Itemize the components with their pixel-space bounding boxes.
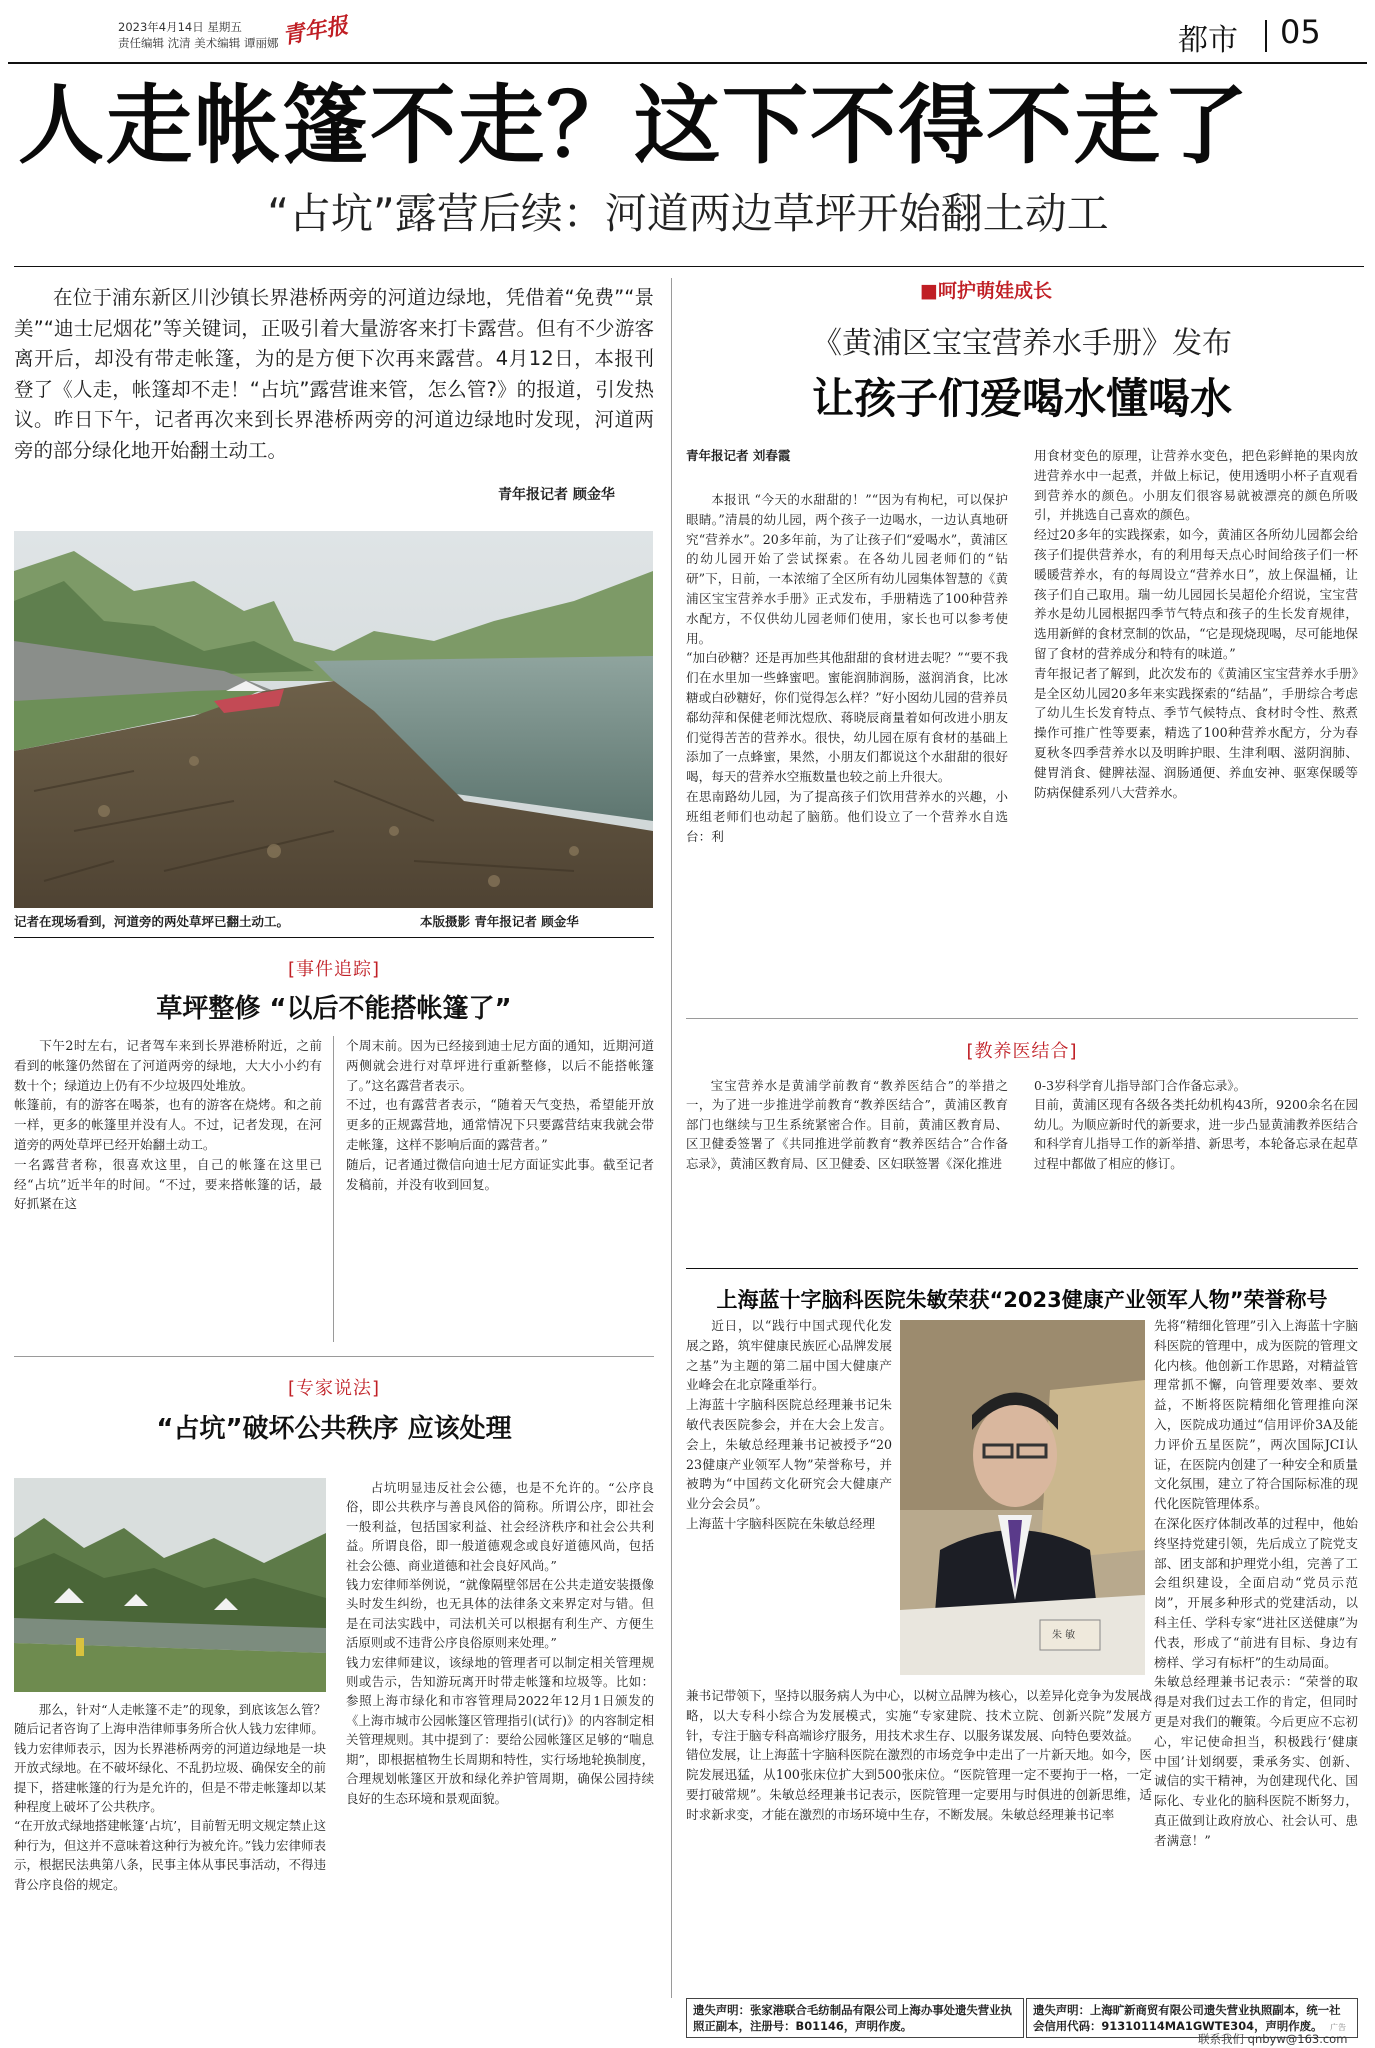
- lead-byline: 青年报记者 顾金华: [498, 487, 615, 503]
- kids-col-2: 用食材变色的原理，让营养水变色，把色彩鲜艳的果肉放进营养水中一起煮，并做上标记，使用透明小杯子直观看到营养水的颜色。小朋友们很容易就被漂亮的颜色所吸引，并挑选自己喜欢的颜色。 经过20多年的实践探索，如今，黄浦区各所幼儿园都会给孩子们提供营养水，有的利用每天点心时间给孩子们一杯暖暖营养水，有的每周设立“营养水日”，放上保温桶，让孩子们自己取用。瑞一幼儿园园长吴超伦介绍说，宝宝营养水是幼儿园根据四季节气特点和孩子的生长发育规律，选用新鲜的食材烹制的饮品，“它是现烧现喝，尽可能地保留了食材的营养成分和特有的味道。” 青年报记者了解到，此次发布的《黄浦区宝宝营养水手册》是全区幼儿园20多年来实践探索的“结晶”，手册综合考虑了幼儿生长发育特点、季节气候特点、食材时令性、熬煮操作可推广性等要素，精选了100种营养水配方，分为春夏秋冬四季营养水以及明眸护眼、生津利咽、滋阴润肺、健胃消食、健脾祛湿、润肠通便、养血安神、驱寒保暖等防病保健系列八大营养水。: [1034, 448, 1358, 800]
- kids-kicker: 《黄浦区宝宝营养水手册》发布: [812, 326, 1232, 361]
- edu-col-1: 宝宝营养水是黄浦学前教育“教养医结合”的举措之一，为了进一步推进学前教育“教养医结合”，黄浦区教育部门也继续与卫生系统紧密合作。目前，黄浦区教育局、区卫健委签署了《共同推进学前教育“教养医结合”合作备忘录》，黄浦区教育局、区卫健委、区妇联签署《深化推进: [686, 1078, 1008, 1171]
- event-col-1: 下午2时左右，记者驾车来到长界港桥附近，之前看到的帐篷仍然留在了河道两旁的绿地，大大小小约有数十个；绿道边上仍有不少垃圾四处堆放。 帐篷前，有的游客在喝茶，也有的游客在烧烤。和之前一样，更多的帐篷里并没有人。不过，记者发现，在河道旁的两处草坪已经开始翻土动工。 一名露营者称，很喜欢这里，自己的帐篷在这里已经“占坑”近半年的时间。“不过，要来搭帐篷的话，最好抓紧在这: [14, 1038, 322, 1212]
- award-col-2: 先将“精细化管理”引入上海蓝十字脑科医院的管理中，成为医院的管理文化内核。他创新工作思路，对精益管理常抓不懈，向管理要效率、要效益，不断将医院精细化管理推向深入，医院成功通过“信用评价3A及能力评价五星医院”，两次国际JCI认证，在医院内创建了一种安全和质量文化氛围，建立了符合国际标准的现代化医院管理体系。 在深化医疗体制改革的过程中，他始终坚持党建引领，先后成立了院党支部、团支部和护理党小组，完善了工会组织建设，全面启动“党员示范岗”，开展多种形式的党建活动，以科主任、学科专家“进社区送健康”为代表，形成了“前进有目标、身边有榜样、学习有标杆”的生动局面。 朱敏总经理兼书记表示：“荣誉的取得是对我们过去工作的肯定，但同时更是对我们的鞭策。今后更应不忘初心，牢记使命担当，积极践行‘健康中国’计划纲要，秉承务实、创新、诚信的实干精神，为创建现代化、国际化、专业化的脑科医院不断努力，真正做到让政府放心、社会认可、患者满意！”: [1154, 1318, 1358, 1848]
- lead-photo-credit: 本版摄影 青年报记者 顾金华: [420, 914, 579, 929]
- header-rule: [8, 62, 1367, 64]
- header-divider: [1265, 20, 1267, 52]
- event-tracking-title: 草坪整修 “以后不能搭帐篷了”: [156, 994, 512, 1024]
- header-date: 2023年4月14日 星期五: [118, 20, 242, 34]
- main-subhead: “占坑”露营后续：河道两边草坪开始翻土动工: [267, 189, 1109, 238]
- award-title: 上海蓝十字脑科医院朱敏荣获“2023健康产业领军人物”荣誉称号: [716, 1288, 1328, 1312]
- lead-intro: 在位于浦东新区川沙镇长界港桥两旁的河道边绿地，凭借着“免费”“景美”“迪士尼烟花”等关键词，正吸引着大量游客来打卡露营。但有不少游客离开后，却没有带走帐篷，为的是方便下次再来露营。4月12日，本报刊登了《人走，帐篷却不走！“占坑”露营谁来管，怎么管?》的报道，引发热议。昨日下午，记者再次来到长界港桥两旁的河道边绿地时发现，河道两旁的部分绿化地开始翻土动工。: [14, 286, 654, 462]
- footer-contact: 联系我们 qnbyw@163.com: [1198, 2032, 1348, 2046]
- notice-right: 遗失声明：上海旷新商贸有限公司遗失营业执照副本，统一社会信用代码：91310114MA1GWTE304，声明作废。: [1026, 1998, 1358, 2038]
- photo-nameplate: 朱 敏: [1052, 1630, 1076, 1641]
- header-editors: 责任编辑 沈清 美术编辑 谭丽娜: [118, 36, 279, 50]
- section-name: 都市: [1178, 23, 1238, 58]
- expert-right-col: 占坑明显违反社会公德，也是不允许的。“公序良俗，即公共秩序与善良风俗的简称。所谓公序，即社会一般利益，包括国家利益、社会经济秩序和社会公共利益。所谓良俗，即一般道德观念或良好道德风尚，包括社会公德、商业道德和社会良好风尚。” 钱力宏律师举例说，“就像隔壁邻居在公共走道安装摄像头时发生纠纷，也无具体的法律条文来界定对与错。但是在司法实践中，司法机关可以根据有利生产、方便生活原则或不违背公序良俗原则来处理。” 钱力宏律师建议，该绿地的管理者可以制定相关管理规则或告示，告知游玩离开时带走帐篷和垃圾等。比如：参照上海市绿化和市容管理局2022年12月1日颁发的《上海市城市公园帐篷区管理指引(试行)》的内容制定相关管理规则。其中提到了：要给公园帐篷区足够的“喘息期”，即根据植物生长周期和特性，实行场地轮换制度，合理规划帐篷区开放和绿化养护管周期，确保公园持续良好的生态环境和景观面貌。: [346, 1480, 654, 1806]
- photo-rule: [14, 937, 654, 938]
- event-col-2: 个周末前。因为已经接到迪士尼方面的通知，近期河道两侧就会进行对草坪进行重新整修，以后不能搭帐篷了。”这名露营者表示。 不过，也有露营者表示，“随着天气变热，希望能开放更多的正规露营地，通常情况下只要露营结束我就会带走帐篷，这样不影响后面的露营者。” 随后，记者通过微信向迪士尼方面证实此事。截至记者发稿前，并没有收到回复。: [346, 1038, 654, 1192]
- event-col-divider: [333, 1036, 334, 1342]
- edu-col-2: 0-3岁科学育儿指导部门合作备忘录》。 目前，黄浦区现有各级各类托幼机构43所，9200余名在园幼儿。为顺应新时代的新要求，进一步凸显黄浦教养医结合和科学育儿指导工作的新举措、新思考，本轮备忘录在起草过程中都做了相应的修订。: [1034, 1078, 1358, 1171]
- edu-tag: [教养医结合]: [966, 1041, 1078, 1062]
- kids-col-1: 本报讯 “今天的水甜甜的！”“因为有枸杞，可以保护眼睛。”清晨的幼儿园，两个孩子一边喝水，一边认真地研究“营养水”。20多年前，为了让孩子们“爱喝水”，黄浦区的幼儿园开始了尝试探索。在各幼儿园老师们的“钻研”下，日前，一本浓缩了全区所有幼儿园集体智慧的《黄浦区宝宝营养水手册》正式发布，手册精选了100种营养水配方，不仅供幼儿园老师们使用，家长也可以参考使用。 “加白砂糖？还是再加些其他甜甜的食材进去呢？”“要不我们在水里加一些蜂蜜吧。蜜能润肺润肠，滋润消食，比冰糖或白砂糖好，你们觉得怎么样？”好小囡幼儿园的营养员郗幼萍和保健老师沈煜欣、蒋晓辰商量着如何改进小朋友们觉得苦苦的营养水。很快，幼儿园在原有食材的基础上添加了一点蜂蜜，果然，小朋友们都说这个水甜甜的很好喝，每天的营养水空瓶数量也较之前上升很大。 在思南路幼儿园，为了提高孩子们饮用营养水的兴趣，小班组老师们也动起了脑筋。他们设立了一个营养水自选台：利: [686, 492, 1008, 844]
- expert-title: “占坑”破坏公共秩序 应该处理: [156, 1414, 512, 1444]
- tent-photo: [14, 1478, 326, 1692]
- event-tracking-tag: [事件追踪]: [287, 959, 381, 980]
- notice-left: 遗失声明：张家港联合毛纺制品有限公司上海办事处遗失营业执照正副本，注册号：B01146，声明作废。: [686, 1998, 1024, 2038]
- part-divider: [14, 1356, 654, 1357]
- kids-tag: ■呵护萌娃成长: [920, 280, 1052, 302]
- main-column-divider: [671, 278, 672, 1998]
- page-number: 05: [1280, 13, 1321, 51]
- award-col-1-top: 近日，以“践行中国式现代化发展之路，筑牢健康民族匠心品牌发展之基”为主题的第二届中国大健康产业峰会在北京隆重举行。 上海蓝十字脑科医院总经理兼书记朱敏代表医院参会，并在大会上发言。会上，朱敏总经理兼书记被授予“2023健康产业领军人物”荣誉称号，并被聘为“中国药文化研究会大健康产业分会会员”。 上海蓝十字脑科医院在朱敏总经理: [686, 1318, 892, 1531]
- expert-left-col: 那么，针对“人走帐篷不走”的现象，到底该怎么管？随后记者咨询了上海申浩律师事务所合伙人钱力宏律师。 钱力宏律师表示，因为长界港桥两旁的河道边绿地是一块开放式绿地。在不破坏绿化、不乱扔垃圾、确保安全的前提下，搭建帐篷的行为是允许的，但是不带走帐篷却以某种程度上破坏了公共秩序。 “在开放式绿地搭建帐篷‘占坑’，目前暂无明文规定禁止这种行为，但这并不意味着这种行为被允许。”钱力宏律师表示，根据民法典第八条，民事主体从事民事活动，不得违背公序良俗的规定。: [14, 1702, 326, 1892]
- kids-title: 让孩子们爱喝水懂喝水: [811, 374, 1232, 423]
- award-col-1-bottom: 兼书记带领下，坚持以服务病人为中心，以树立品牌为核心，以差异化竞争为发展战略，以大专科小综合为发展模式，实施“专家建院、技术立院、创新兴院”发展方针，专注于脑专科高端诊疗服务，用技术求生存、以服务谋发展、向特色要效益。 错位发展，让上海蓝十字脑科医院在激烈的市场竞争中走出了一片新天地。如今，医院发展迅猛，从100张床位扩大到500张床位。“医院管理一定不要拘于一格，一定要打破常规”。朱敏总经理兼书记表示，医院管理一定要用与时俱进的创新思维，适时求新求变，才能在激烈的市场环境中生存，不断发展。朱敏总经理兼书记率: [686, 1688, 1152, 1822]
- ad-tag: 广告: [1330, 2023, 1346, 2032]
- lead-photo: [14, 531, 653, 908]
- main-headline: 人走帐篷不走？这下不得不走了: [18, 76, 1250, 176]
- kids-divider: [686, 1018, 1358, 1019]
- expert-tag: [专家说法]: [287, 1378, 381, 1399]
- kids-byline: 青年报记者 刘春霞: [686, 448, 791, 463]
- newspaper-logo: 青年报: [280, 12, 351, 50]
- award-photo: [900, 1320, 1145, 1675]
- award-top-rule: [686, 1268, 1358, 1269]
- subhead-rule: [14, 266, 1364, 267]
- lead-photo-caption: 记者在现场看到，河道旁的两处草坪已翻土动工。: [14, 914, 290, 929]
